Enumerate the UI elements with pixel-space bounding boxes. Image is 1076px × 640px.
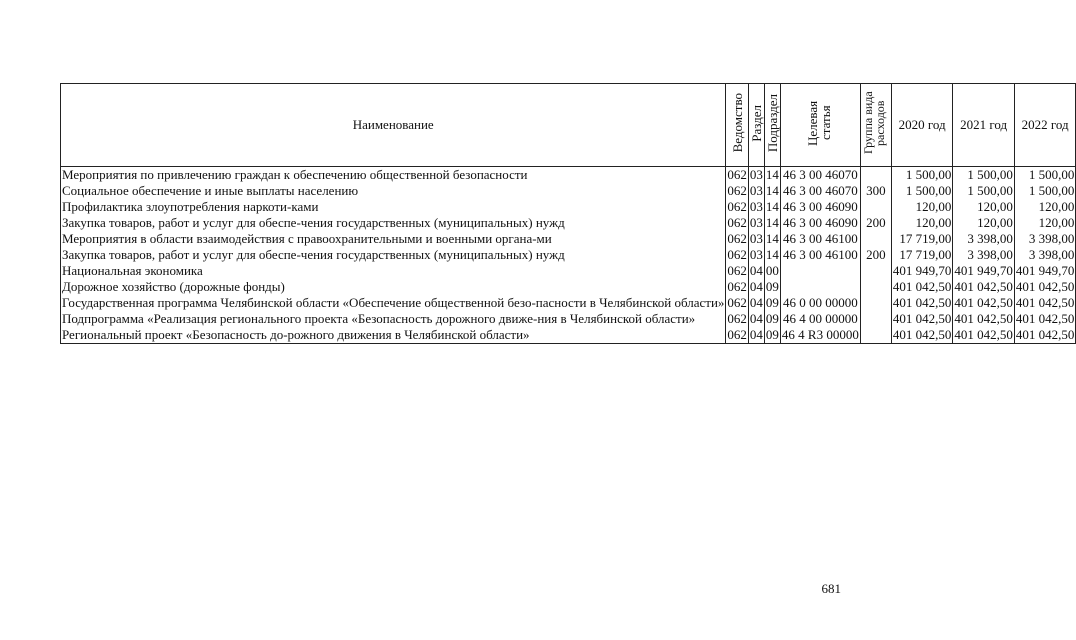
row-razdel: 04 [749, 295, 763, 310]
table-row [61, 311, 1076, 327]
row-2021: 401 949,70 [954, 263, 1013, 278]
header-row [61, 84, 1076, 167]
row-gruppa-vida: 200 [860, 215, 891, 231]
row-2020: 1 500,00 [891, 183, 953, 199]
row-2022: 120,00 [1014, 215, 1076, 231]
row-razdel: 04 [749, 263, 763, 278]
row-celevaya-statya: 46 4 00 00000 [780, 311, 860, 327]
header-2021: 2021 год [953, 84, 1015, 167]
row-2021: 120,00 [953, 215, 1015, 231]
row-vedomstvo: 062 [727, 199, 747, 214]
row-2022: 1 500,00 [1014, 183, 1076, 199]
row-razdel: 03 [749, 199, 763, 214]
row-celevaya-statya [780, 279, 860, 295]
row-gruppa-vida [860, 295, 891, 311]
row-name: Закупка товаров, работ и услуг для обеспе-чения государственных (муниципальных) нужд [61, 247, 726, 263]
row-vedomstvo: 062 [727, 215, 747, 230]
row-2022: 3 398,00 [1014, 247, 1076, 263]
row-2020: 120,00 [891, 199, 953, 215]
row-2022: 401 949,70 [1015, 263, 1075, 278]
row-name: Социальное обеспечение и иные выплаты населению [61, 183, 726, 199]
page-number: 681 [821, 581, 841, 596]
row-2022: 401 042,50 [1015, 295, 1075, 310]
row-razdel: 04 [749, 311, 763, 326]
table-row [61, 295, 1076, 311]
row-podrazdel: 09 [765, 311, 779, 326]
table-row [61, 327, 1076, 344]
row-razdel: 04 [749, 279, 763, 294]
row-name: Государственная программа Челябинской области «Обеспечение общественной безо-пасности в Челябинской области» [62, 295, 725, 310]
row-2022: 120,00 [1014, 199, 1076, 215]
row-vedomstvo: 062 [727, 167, 747, 182]
row-razdel: 04 [749, 327, 763, 342]
row-vedomstvo: 062 [727, 183, 747, 198]
row-2021: 3 398,00 [953, 231, 1015, 247]
row-2021: 1 500,00 [953, 183, 1015, 199]
row-gruppa-vida: 300 [860, 183, 891, 199]
row-gruppa-vida [860, 231, 891, 247]
row-name: Мероприятия в области взаимодействия с правоохранительными и военными органа-ми [61, 231, 726, 247]
row-podrazdel: 14 [765, 183, 779, 198]
row-2022: 3 398,00 [1014, 231, 1076, 247]
row-podrazdel: 14 [765, 199, 779, 214]
header-razdel-cell [748, 84, 764, 167]
row-2022: 401 042,50 [1015, 311, 1075, 326]
row-vedomstvo: 062 [727, 311, 747, 326]
table-row [61, 279, 1076, 295]
row-2021: 120,00 [953, 199, 1015, 215]
table-body [61, 167, 1076, 344]
row-razdel: 03 [749, 231, 763, 246]
table-row [61, 199, 1076, 215]
row-podrazdel: 14 [765, 247, 779, 262]
row-vedomstvo: 062 [727, 231, 747, 246]
row-vedomstvo: 062 [727, 327, 747, 342]
row-gruppa-vida [860, 311, 891, 327]
table-row [61, 167, 1076, 184]
row-celevaya-statya: 46 3 00 46070 [780, 183, 860, 199]
row-celevaya-statya: 46 3 00 46100 [780, 247, 860, 263]
row-2020: 401 042,50 [892, 295, 952, 310]
header-2022: 2022 год [1014, 84, 1076, 167]
table-row [61, 183, 1076, 199]
row-celevaya-statya: 46 3 00 46100 [780, 231, 860, 247]
row-2020: 1 500,00 [891, 167, 953, 184]
row-gruppa-vida: 200 [860, 247, 891, 263]
row-2020: 17 719,00 [891, 231, 953, 247]
row-2021: 1 500,00 [953, 167, 1015, 184]
row-podrazdel: 14 [765, 215, 779, 230]
row-podrazdel: 09 [765, 327, 779, 342]
row-gruppa-vida [860, 263, 891, 279]
row-celevaya-statya: 46 3 00 46090 [780, 215, 860, 231]
row-name: Национальная экономика [61, 263, 726, 279]
row-gruppa-vida [860, 167, 891, 184]
table-row [61, 247, 1076, 263]
row-vedomstvo: 062 [727, 263, 747, 278]
row-gruppa-vida [860, 327, 891, 344]
row-name: Закупка товаров, работ и услуг для обеспе-чения государственных (муниципальных) нужд [61, 215, 726, 231]
row-2021: 401 042,50 [954, 311, 1013, 326]
row-2020: 401 042,50 [892, 311, 952, 326]
header-2020: 2020 год [891, 84, 953, 167]
row-2021: 401 042,50 [954, 327, 1013, 342]
row-razdel: 03 [749, 167, 763, 182]
row-2020: 401 042,50 [892, 327, 952, 342]
header-gruppa: Группа вида расходов [860, 91, 887, 155]
header-name: Наименование [61, 84, 726, 167]
row-2020: 401 042,50 [892, 279, 952, 294]
row-2022: 401 042,50 [1015, 327, 1075, 342]
row-2021: 401 042,50 [954, 295, 1013, 310]
row-name: Региональный проект «Безопасность до-рожного движения в Челябинской области» [61, 327, 726, 344]
row-2020: 17 719,00 [891, 247, 953, 263]
row-vedomstvo: 062 [727, 295, 747, 310]
row-name: Подпрограмма «Реализация регионального проекта «Безопасность дорожного движе-ния в Челябинской области» [61, 311, 726, 327]
row-podrazdel: 14 [765, 231, 779, 246]
row-razdel: 03 [749, 215, 763, 230]
row-podrazdel: 09 [765, 279, 779, 294]
row-2022: 401 042,50 [1015, 279, 1075, 294]
row-podrazdel: 09 [765, 295, 779, 310]
header-podrazdel: Подраздел [764, 93, 780, 153]
row-name: Дорожное хозяйство (дорожные фонды) [61, 279, 726, 295]
header-celevaya: Целевая статья [805, 100, 834, 146]
header-vedomstvo: Ведомство [729, 93, 745, 153]
row-name: Профилактика злоупотребления наркоти-ками [61, 199, 726, 215]
row-celevaya-statya: 46 0 00 00000 [780, 295, 860, 311]
header-gruppa-cell [860, 84, 891, 167]
table-row [61, 263, 1076, 279]
row-vedomstvo: 062 [727, 247, 747, 262]
row-podrazdel: 14 [765, 167, 779, 182]
row-2020: 120,00 [891, 215, 953, 231]
row-razdel: 03 [749, 247, 763, 262]
row-celevaya-statya: 46 3 00 46070 [780, 167, 860, 184]
table-row [61, 231, 1076, 247]
row-2022: 1 500,00 [1014, 167, 1076, 184]
row-gruppa-vida [860, 199, 891, 215]
row-name: Мероприятия по привлечению граждан к обеспечению общественной безопасности [61, 167, 726, 184]
table-row [61, 215, 1076, 231]
row-vedomstvo: 062 [727, 279, 747, 294]
header-razdel: Раздел [748, 104, 764, 142]
budget-table [60, 83, 1076, 344]
row-razdel: 03 [749, 183, 763, 198]
row-2020: 401 949,70 [892, 263, 952, 278]
row-2021: 401 042,50 [954, 279, 1013, 294]
row-gruppa-vida [860, 279, 891, 295]
row-podrazdel: 00 [765, 263, 779, 278]
header-celevaya-cell [780, 84, 860, 167]
row-celevaya-statya: 46 3 00 46090 [780, 199, 860, 215]
row-celevaya-statya: 46 4 R3 00000 [781, 327, 859, 342]
row-2021: 3 398,00 [953, 247, 1015, 263]
header-vedomstvo-cell [726, 84, 749, 167]
row-celevaya-statya [780, 263, 860, 279]
header-podrazdel-cell [764, 84, 780, 167]
